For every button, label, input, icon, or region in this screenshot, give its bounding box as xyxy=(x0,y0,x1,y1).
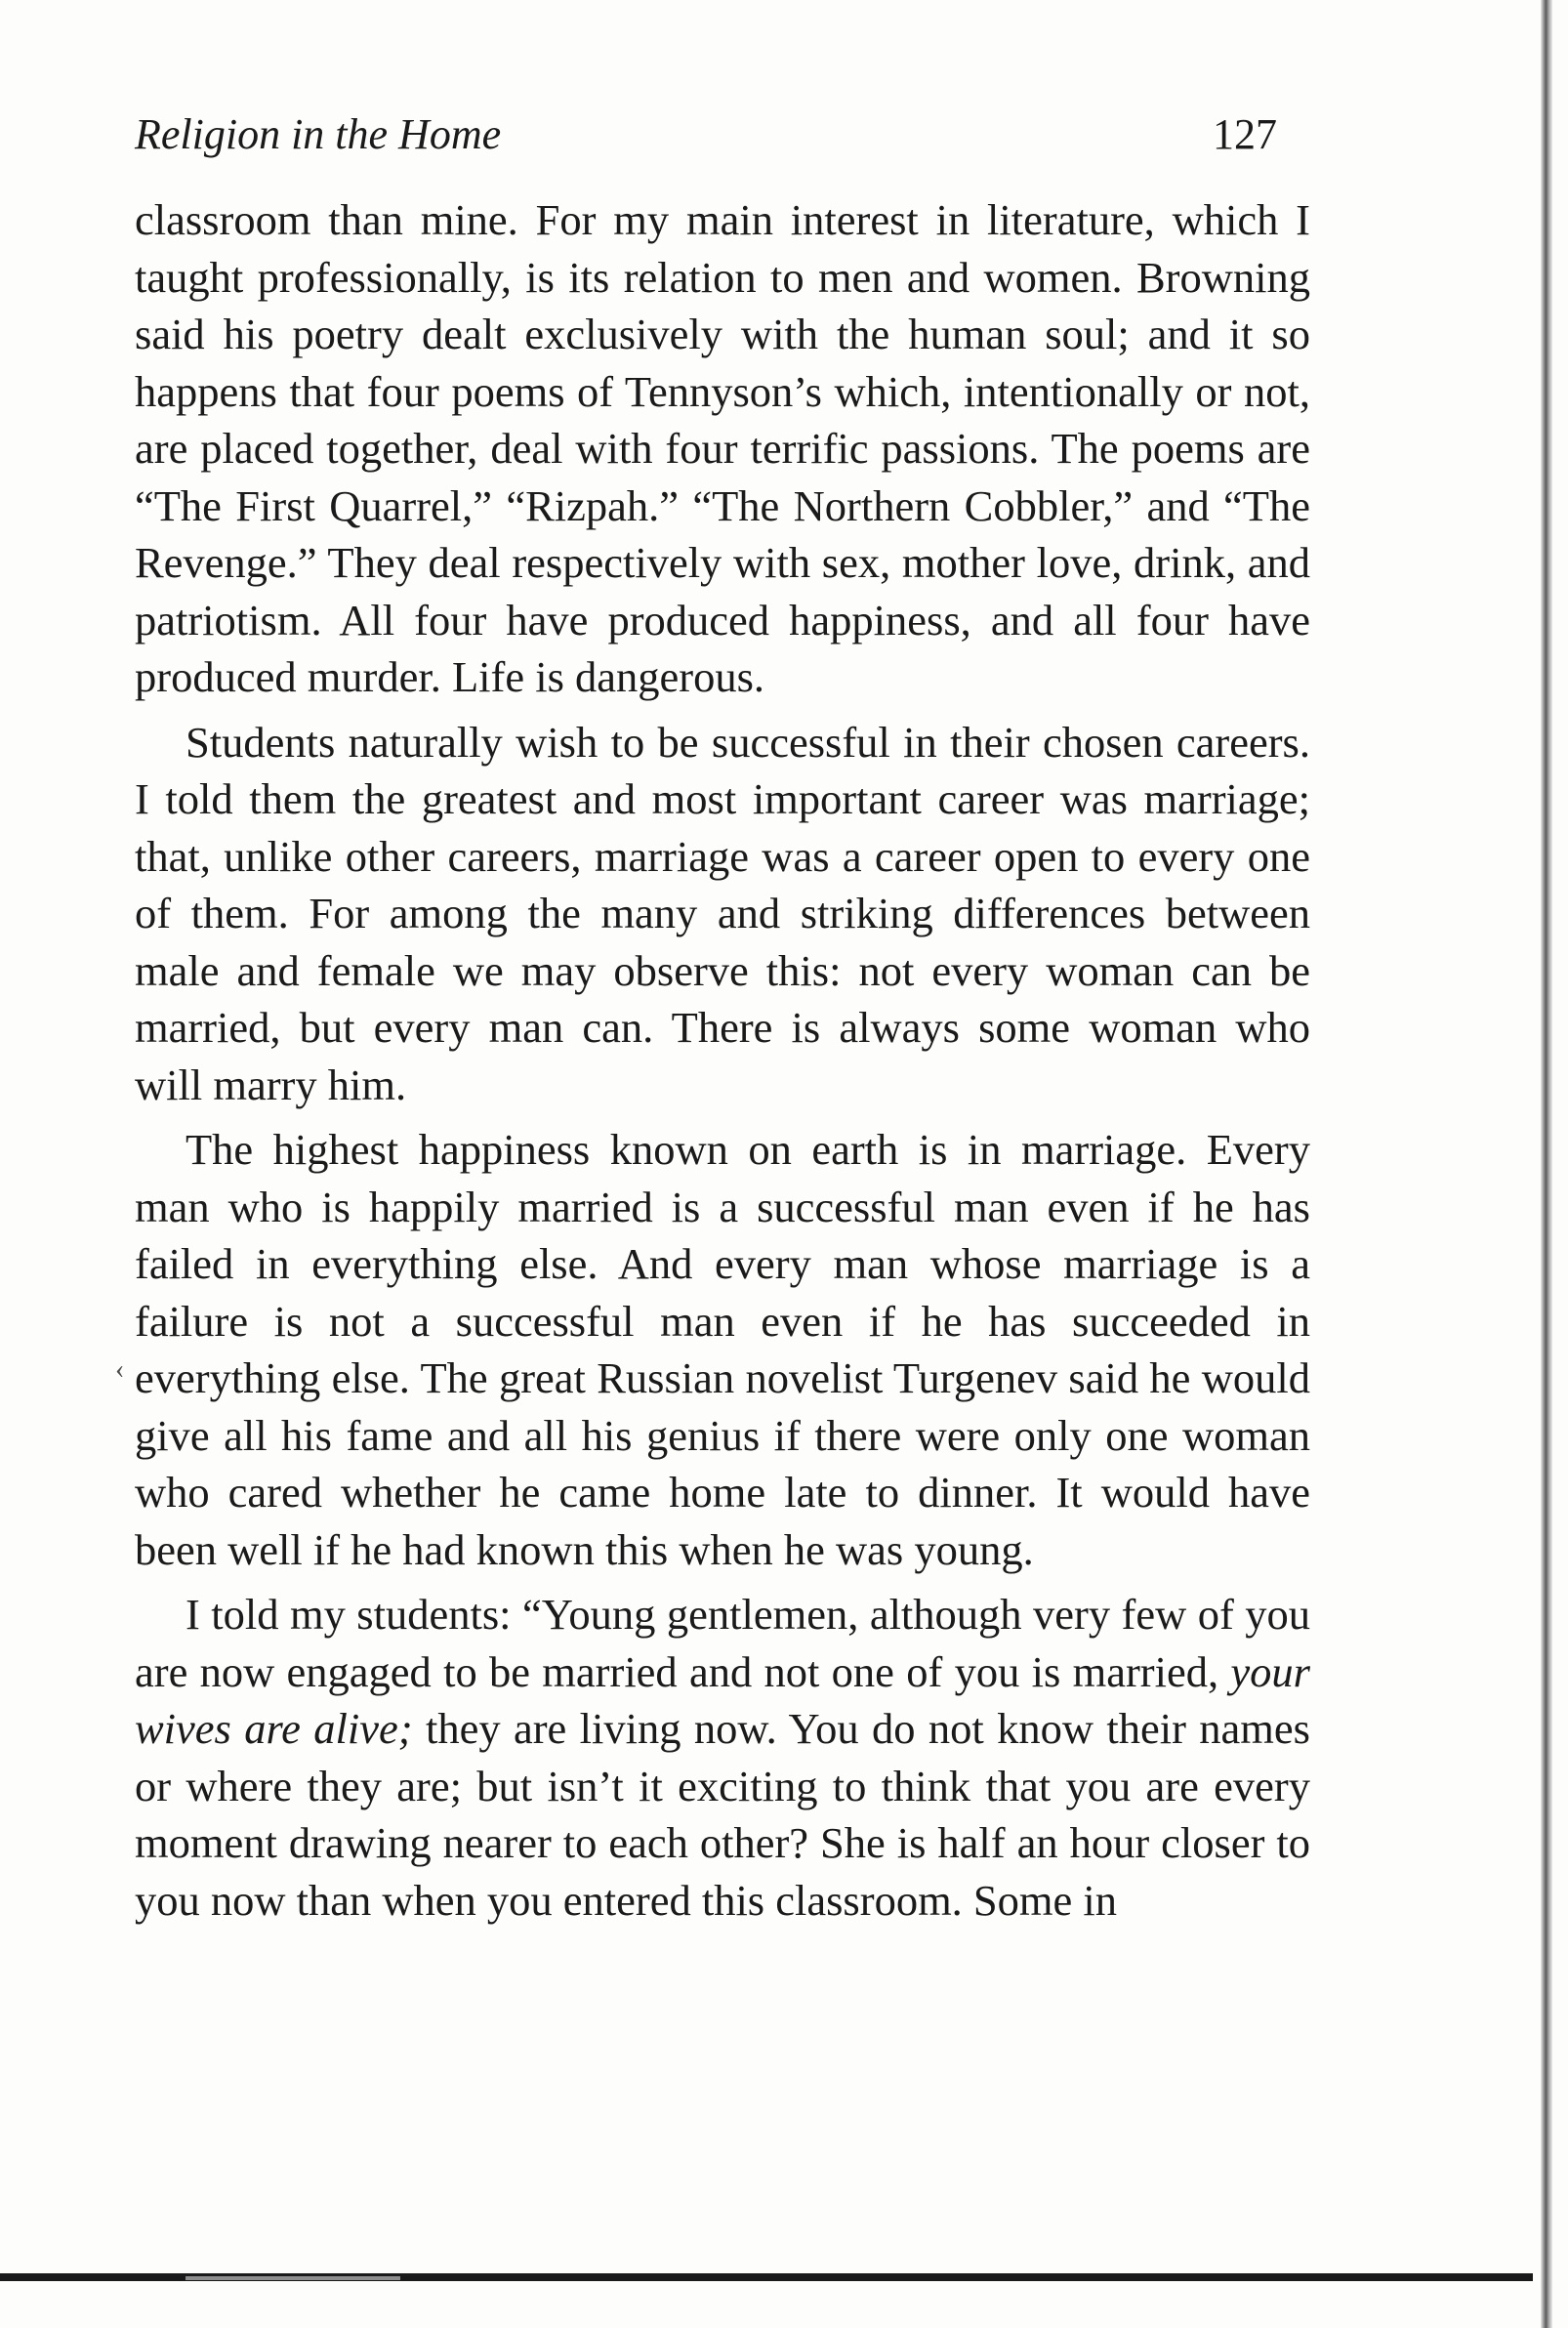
paragraph-4-emphasis: your wives are alive; xyxy=(135,1646,1310,1753)
paragraph-2: Students naturally wish to be successful in their chosen careers. I told them the greatest and most important career was marriage; that, unlike other careers, marriage was a career open to every one of them. For among the many and striking differences between male and female we may observe this: not every woman can be married, but every man can. There is always some woman who will marry him. xyxy=(135,717,1310,1109)
bottom-scan-highlight xyxy=(186,2276,400,2280)
running-head: Religion in the Home xyxy=(135,110,502,158)
paragraph-4-text-end: they are living now. You do not know their names or where they are; but isn’t it exciting to think that you are every moment drawing nearer to each other? She is half an hour closer to you now than when you entered this classroom. Some in xyxy=(135,1704,1310,1925)
margin-mark: ‹ xyxy=(115,1354,125,1385)
paragraph-4 xyxy=(135,1586,1310,1929)
paragraph-4-text-start: I told my students: “Young gentlemen, although very few of you are now engaged to be married and not one of you is married, xyxy=(135,1590,1310,1696)
page-number: 127 xyxy=(1213,110,1277,158)
paragraph-1: classroom than mine. For my main interest in literature, which I taught professionally, is its relation to men and women. Browning said his poetry dealt exclusively with the human soul; and it so happens that four poems of Tennyson’s which, intentionally or not, are placed together, deal with four terrific passions. The poems are “The First Quarrel,” “Rizpah.” “The Northern Cobbler,” and “The Revenge.” They deal respectively with sex, mother love, drink, and patriotism. All four have produced happiness, and all four have produced murder. Life is dangerous. xyxy=(135,195,1310,701)
right-scan-edge xyxy=(1541,0,1552,2328)
paragraph-3: The highest happiness known on earth is in marriage. Every man who is happily married is a successful man even if he has failed in everything else. And every man whose marriage is a failure is not a successful man even if he has succeeded in everything else. The great Russian novelist Turgenev said he would give all his fame and all his genius if there were only one woman who cared whether he came home late to dinner. It would have been well if he had known this when he was young. xyxy=(135,1125,1310,1574)
page-header xyxy=(135,105,1277,164)
body-text xyxy=(135,191,1310,1929)
